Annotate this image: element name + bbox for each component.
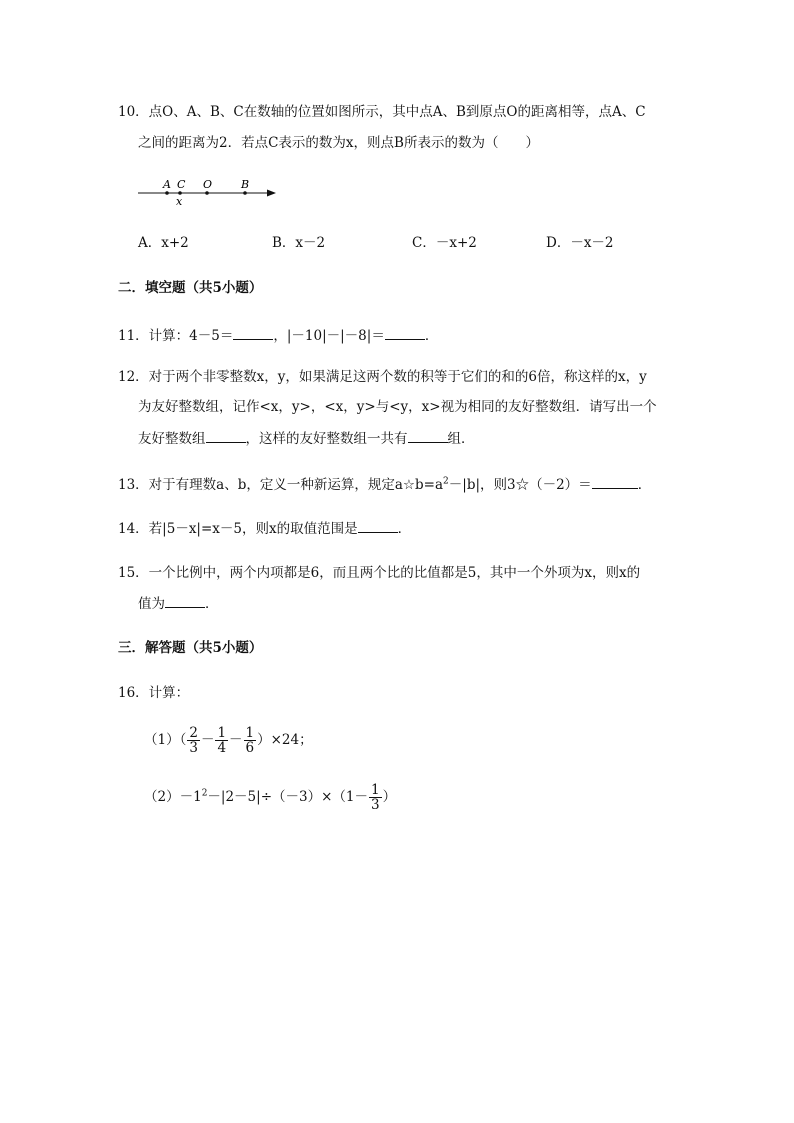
q11-blank-2[interactable] xyxy=(385,325,425,340)
section-answer-heading: 三．解答题（共5小题） xyxy=(118,640,263,656)
q13-part-c: ． xyxy=(637,477,652,493)
option-d: D．－x－2 xyxy=(546,235,614,251)
q10-line2: 之间的距离为2．若点C表示的数为x，则点B所表示的数为（ ） xyxy=(138,135,539,151)
q13-part-a: 13．对于有理数a、b，定义一种新运算，规定a☆b=a xyxy=(118,477,444,493)
fraction-1-6: $\frac{1}{6}$ xyxy=(245,725,255,756)
section-fill-in-heading: 二．填空题（共5小题） xyxy=(118,280,263,296)
q12-line3 xyxy=(138,428,475,449)
q12-line1: 12．对于两个非零整数x，y，如果满足这两个数的积等于它们的和的6倍，称这样的x，y xyxy=(118,369,647,385)
q12-blank-1[interactable] xyxy=(206,428,246,443)
fraction-1-3: $\frac{1}{3}$ xyxy=(371,782,380,813)
q15-line2-a: 值为 xyxy=(138,596,165,612)
q16-p2-exponent: 2 xyxy=(201,788,208,799)
q14-part-b: ． xyxy=(397,521,412,537)
q16-p1-tail: ）×24； xyxy=(257,732,313,748)
q11 xyxy=(118,325,438,346)
q11-part-a: 11．计算：4－5＝ xyxy=(118,328,234,344)
point-b xyxy=(243,191,247,195)
q15-line2 xyxy=(138,593,219,614)
q12-blank-2[interactable] xyxy=(408,428,448,443)
q12-line3-c: 组． xyxy=(447,431,475,447)
q14-blank[interactable] xyxy=(358,518,398,533)
q14 xyxy=(118,518,411,539)
q12-line2: 为友好整数组，记作<x，y>，<x，y>与<y，x>视为相同的友好整数组．请写出一个 xyxy=(138,399,657,415)
point-a xyxy=(165,191,169,195)
q10-line1: 10．点O、A、B、C在数轴的位置如图所示，其中点A、B到原点O的距离相等，点A、C xyxy=(118,104,646,120)
q16-part1 xyxy=(144,725,313,755)
q13 xyxy=(118,474,651,495)
q16-p2-a: （2）－1 xyxy=(144,789,202,805)
q12-line3-a: 友好整数组 xyxy=(138,431,206,447)
number-line-arrow xyxy=(267,190,276,197)
q16-p1-label: （1）（ xyxy=(144,732,187,748)
q11-part-b: ，|－10|－|－8|＝ xyxy=(273,328,385,344)
fraction-2-3: $\frac{2}{3}$ xyxy=(189,725,198,756)
fraction-1-4: $\frac{1}{4}$ xyxy=(217,725,227,756)
q16-part2 xyxy=(144,782,396,812)
q15-line1: 15．一个比例中，两个内项都是6，而且两个比的比值都是5，其中一个外项为x，则x的 xyxy=(118,565,641,581)
q13-part-b: －|b|，则3☆（－2）＝ xyxy=(448,477,592,493)
q13-blank[interactable] xyxy=(592,474,638,489)
option-b: B．x－2 xyxy=(272,235,326,251)
q14-part-a: 14．若|5－x|=x－5，则x的取值范围是 xyxy=(118,521,358,537)
q11-part-c: ． xyxy=(424,328,439,344)
minus-sign: － xyxy=(200,732,215,748)
number-line-figure xyxy=(136,176,286,208)
point-o xyxy=(205,191,209,195)
option-a: A．x+2 xyxy=(138,235,189,251)
label-c: C xyxy=(177,178,186,191)
q15-blank[interactable] xyxy=(165,593,205,608)
label-o: O xyxy=(203,178,213,191)
label-a: A xyxy=(163,178,171,191)
q11-blank-1[interactable] xyxy=(233,325,273,340)
option-c: C．－x+2 xyxy=(412,235,477,251)
q16-title: 16．计算： xyxy=(118,685,190,701)
q16-p2-c: ） xyxy=(382,789,397,805)
label-b: B xyxy=(241,178,250,191)
q12-line3-b: ，这样的友好整数组一共有 xyxy=(245,431,408,447)
q13-exponent: 2 xyxy=(443,476,449,487)
q16-p2-b: －|2－5|÷（－3）×（1－ xyxy=(207,789,368,805)
q15-line2-b: ． xyxy=(205,596,219,612)
minus-sign: － xyxy=(229,732,243,748)
label-x: x xyxy=(176,195,183,208)
